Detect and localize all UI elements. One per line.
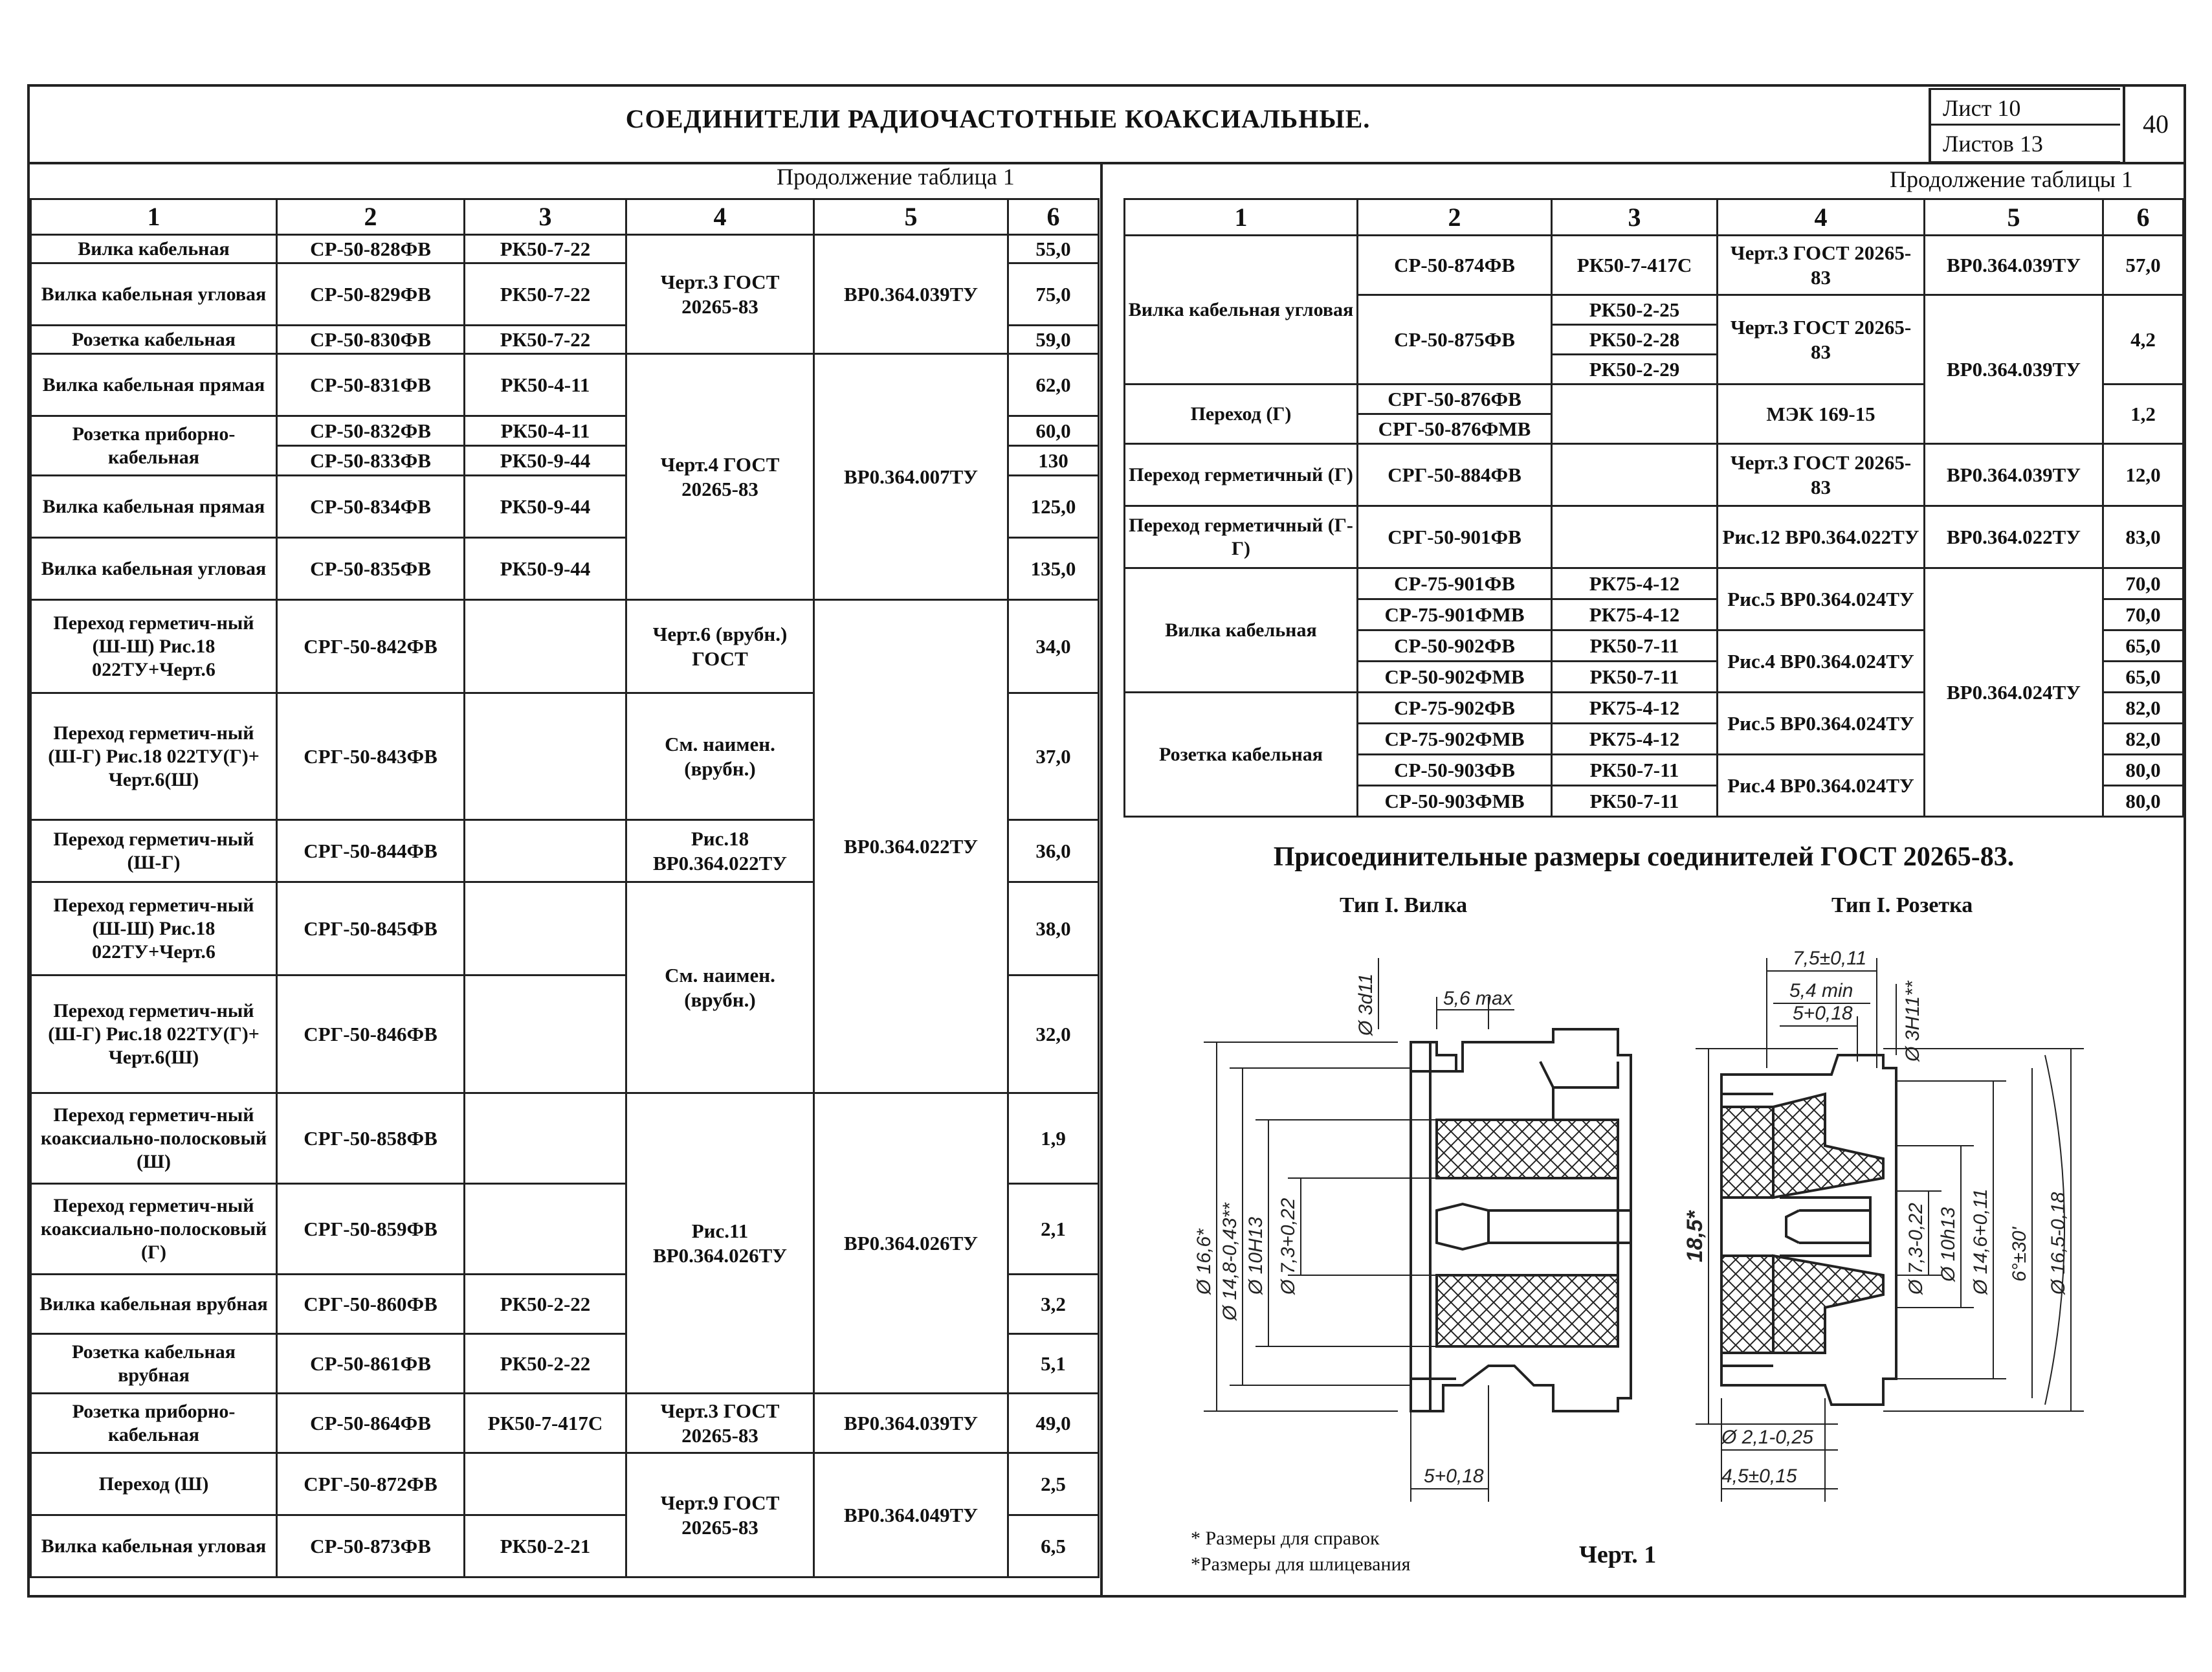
socket-drawing xyxy=(1721,1055,1896,1405)
dim-label: Ø 3H11** xyxy=(1902,981,1923,1062)
col-header: 3 xyxy=(1552,199,1718,236)
cell-spec: ВР0.364.022ТУ xyxy=(1925,506,2103,568)
col-header: 6 xyxy=(1008,199,1099,235)
cell-value: 34,0 xyxy=(1008,600,1099,693)
cell-drawing: Рис.18 ВР0.364.022ТУ xyxy=(626,820,814,882)
cell-value: 49,0 xyxy=(1008,1394,1099,1453)
cell-cable: РК50-7-11 xyxy=(1552,755,1718,786)
cell-cable: РК50-4-11 xyxy=(465,354,626,416)
right-table xyxy=(1123,198,2184,818)
cell-value: 75,0 xyxy=(1008,263,1099,326)
cell-drawing: См. наимен. (врубн.) xyxy=(626,693,814,820)
plug-label: Тип I. Вилка xyxy=(1340,893,1468,917)
cell-type: СР-50-833ФВ xyxy=(277,446,465,476)
cell-type: СР-50-861ФВ xyxy=(277,1334,465,1394)
dim-label: Ø 16,5-0,18 xyxy=(2048,1192,2069,1295)
cell-cable xyxy=(465,693,626,820)
dim-label: Ø 3d11 xyxy=(1355,973,1377,1036)
cell-name: Вилка кабельная угловая xyxy=(31,263,277,326)
cell-cable: РК75-4-12 xyxy=(1552,568,1718,599)
cell-cable xyxy=(465,882,626,975)
cell-name: Розетка приборно-кабельная xyxy=(31,1394,277,1453)
dim-label: Ø 10h13 xyxy=(1938,1207,1959,1282)
col-header: 2 xyxy=(277,199,465,235)
cell-cable xyxy=(465,1184,626,1275)
cell-type: СР-50-874ФВ xyxy=(1358,236,1552,295)
cell-name: Переход герметичный (Г) xyxy=(1125,444,1358,506)
dim-label: Ø 10H13 xyxy=(1245,1216,1266,1295)
table-row xyxy=(31,600,1099,693)
cell-type: СРГ-50-842ФВ xyxy=(277,600,465,693)
dim-label: Ø 7,3+0,22 xyxy=(1277,1198,1299,1295)
cell-drawing: Черт.6 (врубн.) ГОСТ xyxy=(626,600,814,693)
cell-spec: ВР0.364.007ТУ xyxy=(814,354,1008,600)
col-header: 1 xyxy=(31,199,277,235)
cell-spec: ВР0.364.026ТУ xyxy=(814,1093,1008,1394)
cell-name: Вилка кабельная врубная xyxy=(31,1275,277,1334)
cell-name: Вилка кабельная прямая xyxy=(31,476,277,538)
cell-name: Вилка кабельная xyxy=(31,235,277,263)
cell-cable xyxy=(465,975,626,1093)
cell-value: 55,0 xyxy=(1008,235,1099,263)
cell-type: СР-50-902ФМВ xyxy=(1358,662,1552,693)
right-table-caption: Продолжение таблицы 1 xyxy=(1890,166,2133,192)
cell-spec: ВР0.364.039ТУ xyxy=(1925,444,2103,506)
cell-spec: ВР0.364.039ТУ xyxy=(814,235,1008,354)
cell-type: СРГ-50-876ФМВ xyxy=(1358,414,1552,444)
socket-label: Тип I. Розетка xyxy=(1831,893,1973,917)
cell-value: 3,2 xyxy=(1008,1275,1099,1334)
col-header: 1 xyxy=(1125,199,1358,236)
cell-type: СР-50-828ФВ xyxy=(277,235,465,263)
cell-drawing: Черт.3 ГОСТ 20265-83 xyxy=(626,1394,814,1453)
cell-cable xyxy=(1552,444,1718,506)
cell-name: Переход герметичный (Г-Г) xyxy=(1125,506,1358,568)
cell-name: Переход герметич-ный (Ш-Ш) Рис.18 022ТУ+Черт.6 xyxy=(31,882,277,975)
cell-cable: РК50-9-44 xyxy=(465,446,626,476)
cell-cable xyxy=(465,1453,626,1515)
dim-label: 7,5±0,11 xyxy=(1793,948,1867,969)
cell-drawing: Рис.11 ВР0.364.026ТУ xyxy=(626,1093,814,1394)
drawing-caption: Черт. 1 xyxy=(1579,1541,1657,1568)
cell-name: Розетка кабельная xyxy=(1125,693,1358,817)
sheet-number: Лист 10 xyxy=(1929,88,2120,126)
drawing-title: Присоединительные размеры соединителей ГОСТ 20265-83. xyxy=(1273,842,2015,872)
cell-name: Переход герметич-ный (Ш-Г) Рис.18 022ТУ(Г)+ Черт.6(Ш) xyxy=(31,693,277,820)
dim-label: Ø 16,6* xyxy=(1193,1229,1215,1295)
cell-cable: РК75-4-12 xyxy=(1552,693,1718,724)
dim-label: Ø 14,6+0,11 xyxy=(1970,1188,1991,1295)
cell-cable: РК50-2-25 xyxy=(1552,295,1718,325)
cell-type: СР-75-901ФВ xyxy=(1358,568,1552,599)
cell-value: 82,0 xyxy=(2103,724,2184,755)
cell-value: 60,0 xyxy=(1008,416,1099,446)
cell-value: 37,0 xyxy=(1008,693,1099,820)
col-header: 4 xyxy=(1718,199,1925,236)
dim-label: 5,6 max xyxy=(1443,988,1512,1009)
cell-drawing: Черт.3 ГОСТ 20265-83 xyxy=(1718,236,1925,295)
cell-cable: РК50-9-44 xyxy=(465,538,626,600)
dim-label: 6°±30' xyxy=(2009,1227,2030,1282)
cell-cable: РК50-2-21 xyxy=(465,1515,626,1577)
cell-type: СРГ-50-884ФВ xyxy=(1358,444,1552,506)
document-header xyxy=(27,84,2186,164)
cell-type: СРГ-50-845ФВ xyxy=(277,882,465,975)
cell-cable: РК50-7-22 xyxy=(465,235,626,263)
col-header: 6 xyxy=(2103,199,2184,236)
cell-spec: ВР0.364.022ТУ xyxy=(814,600,1008,1093)
cell-value: 59,0 xyxy=(1008,326,1099,354)
cell-value: 1,2 xyxy=(2103,385,2184,444)
cell-cable: РК50-2-22 xyxy=(465,1334,626,1394)
cell-drawing: Рис.5 ВР0.364.024ТУ xyxy=(1718,693,1925,755)
cell-cable: РК50-2-29 xyxy=(1552,355,1718,385)
cell-type: СР-50-903ФМВ xyxy=(1358,786,1552,817)
cell-spec: ВР0.364.039ТУ xyxy=(1925,236,2103,295)
cell-drawing: Черт.3 ГОСТ 20265-83 xyxy=(626,235,814,354)
cell-cable: РК50-7-11 xyxy=(1552,630,1718,662)
cell-name: Вилка кабельная xyxy=(1125,568,1358,693)
col-header: 5 xyxy=(1925,199,2103,236)
table-row xyxy=(1125,568,2184,599)
cell-name: Переход герметич-ный коаксиально-полосковый (Ш) xyxy=(31,1093,277,1184)
cell-name: Вилка кабельная угловая xyxy=(31,538,277,600)
cell-drawing: Рис.4 ВР0.364.024ТУ xyxy=(1718,755,1925,817)
cell-value: 62,0 xyxy=(1008,354,1099,416)
cell-type: СР-50-829ФВ xyxy=(277,263,465,326)
dim-label: Ø 7,3-0,22 xyxy=(1905,1203,1927,1295)
cell-name: Переход герметич-ный коаксиально-полосковый (Г) xyxy=(31,1184,277,1275)
table-row xyxy=(31,1093,1099,1184)
cell-drawing: См. наимен. (врубн.) xyxy=(626,882,814,1093)
cell-cable: РК50-7-22 xyxy=(465,263,626,326)
cell-name: Переход (Ш) xyxy=(31,1453,277,1515)
cell-type: СР-50-831ФВ xyxy=(277,354,465,416)
table-row xyxy=(31,1453,1099,1515)
cell-type: СР-50-902ФВ xyxy=(1358,630,1552,662)
cell-type: СР-75-902ФВ xyxy=(1358,693,1552,724)
cell-name: Переход (Г) xyxy=(1125,385,1358,444)
dim-label: 5+0,18 xyxy=(1424,1466,1484,1487)
cell-drawing: Черт.9 ГОСТ 20265-83 xyxy=(626,1453,814,1577)
cell-name: Розетка кабельная xyxy=(31,326,277,354)
cell-value: 80,0 xyxy=(2103,786,2184,817)
cell-spec: ВР0.364.049ТУ xyxy=(814,1453,1008,1577)
connector-drawing xyxy=(1152,932,2181,1554)
cell-value: 4,2 xyxy=(2103,295,2184,385)
table-row xyxy=(1125,444,2184,506)
cell-cable: РК75-4-12 xyxy=(1552,599,1718,630)
cell-type: СРГ-50-859ФВ xyxy=(277,1184,465,1275)
cell-value: 65,0 xyxy=(2103,662,2184,693)
cell-cable xyxy=(1552,385,1718,444)
left-table-caption: Продолжение таблица 1 xyxy=(777,164,1015,190)
cell-cable xyxy=(465,1093,626,1184)
column-divider xyxy=(1100,164,1103,1598)
cell-value: 82,0 xyxy=(2103,693,2184,724)
plug-drawing xyxy=(1411,1029,1631,1411)
cell-cable: РК50-7-11 xyxy=(1552,786,1718,817)
cell-cable: РК50-7-11 xyxy=(1552,662,1718,693)
dim-label: 18,5* xyxy=(1683,1210,1707,1262)
cell-cable: РК50-2-22 xyxy=(465,1275,626,1334)
cell-cable: РК50-9-44 xyxy=(465,476,626,538)
table-row xyxy=(1125,236,2184,295)
cell-type: СРГ-50-901ФВ xyxy=(1358,506,1552,568)
cell-drawing: Черт.3 ГОСТ 20265-83 xyxy=(1718,444,1925,506)
cell-value: 5,1 xyxy=(1008,1334,1099,1394)
cell-type: СРГ-50-858ФВ xyxy=(277,1093,465,1184)
cell-name: Розетка приборно-кабельная xyxy=(31,416,277,476)
cell-cable xyxy=(465,820,626,882)
sheet-count: Листов 13 xyxy=(1929,126,2120,163)
cell-drawing: Черт.3 ГОСТ 20265-83 xyxy=(1718,295,1925,385)
cell-cable: РК50-4-11 xyxy=(465,416,626,446)
dim-label: Ø 14,8-0,43** xyxy=(1219,1203,1241,1321)
cell-drawing: Рис.5 ВР0.364.024ТУ xyxy=(1718,568,1925,630)
cell-type: СР-75-902ФМВ xyxy=(1358,724,1552,755)
cell-value: 1,9 xyxy=(1008,1093,1099,1184)
col-header: 2 xyxy=(1358,199,1552,236)
table-row xyxy=(31,1394,1099,1453)
table-row xyxy=(1125,506,2184,568)
cell-value: 80,0 xyxy=(2103,755,2184,786)
cell-cable: РК50-7-417С xyxy=(465,1394,626,1453)
cell-value: 125,0 xyxy=(1008,476,1099,538)
cell-value: 57,0 xyxy=(2103,236,2184,295)
cell-type: СР-50-830ФВ xyxy=(277,326,465,354)
cell-type: СРГ-50-843ФВ xyxy=(277,693,465,820)
page-number: 40 xyxy=(2123,84,2186,164)
cell-drawing: Черт.4 ГОСТ 20265-83 xyxy=(626,354,814,600)
cell-type: СР-50-873ФВ xyxy=(277,1515,465,1577)
dim-label: 5,4 min xyxy=(1789,980,1853,1001)
table-row xyxy=(31,354,1099,416)
cell-name: Переход герметич-ный (Ш-Ш) Рис.18 022ТУ+Черт.6 xyxy=(31,600,277,693)
cell-type: СР-50-903ФВ xyxy=(1358,755,1552,786)
col-header: 5 xyxy=(814,199,1008,235)
cell-name: Розетка кабельная врубная xyxy=(31,1334,277,1394)
cell-type: СРГ-50-844ФВ xyxy=(277,820,465,882)
cell-value: 32,0 xyxy=(1008,975,1099,1093)
left-table xyxy=(30,198,1100,1578)
cell-value: 70,0 xyxy=(2103,599,2184,630)
cell-type: СР-50-835ФВ xyxy=(277,538,465,600)
cell-cable: РК50-2-28 xyxy=(1552,325,1718,355)
col-header: 3 xyxy=(465,199,626,235)
cell-name: Вилка кабельная угловая xyxy=(1125,236,1358,385)
cell-value: 2,5 xyxy=(1008,1453,1099,1515)
cell-cable xyxy=(1552,506,1718,568)
cell-type: СР-50-832ФВ xyxy=(277,416,465,446)
cell-name: Переход герметич-ный (Ш-Г) Рис.18 022ТУ(Г)+ Черт.6(Ш) xyxy=(31,975,277,1093)
cell-name: Вилка кабельная угловая xyxy=(31,1515,277,1577)
cell-type: СР-75-901ФМВ xyxy=(1358,599,1552,630)
cell-type: СРГ-50-876ФВ xyxy=(1358,385,1552,414)
note-slotting: *Размеры для шлицевания xyxy=(1191,1554,1411,1575)
cell-type: СРГ-50-860ФВ xyxy=(277,1275,465,1334)
cell-type: СРГ-50-872ФВ xyxy=(277,1453,465,1515)
cell-spec: ВР0.364.039ТУ xyxy=(814,1394,1008,1453)
cell-drawing: Рис.4 ВР0.364.024ТУ xyxy=(1718,630,1925,693)
cell-name: Вилка кабельная прямая xyxy=(31,354,277,416)
cell-value: 65,0 xyxy=(2103,630,2184,662)
table-row xyxy=(31,235,1099,263)
cell-spec: ВР0.364.039ТУ xyxy=(1925,295,2103,444)
cell-value: 135,0 xyxy=(1008,538,1099,600)
cell-value: 6,5 xyxy=(1008,1515,1099,1577)
dim-label: 4,5±0,15 xyxy=(1721,1466,1797,1487)
cell-value: 130 xyxy=(1008,446,1099,476)
cell-value: 83,0 xyxy=(2103,506,2184,568)
cell-cable: РК75-4-12 xyxy=(1552,724,1718,755)
cell-drawing: МЭК 169-15 xyxy=(1718,385,1925,444)
dim-label: 5+0,18 xyxy=(1793,1003,1853,1024)
dim-label: Ø 2,1-0,25 xyxy=(1721,1427,1813,1448)
cell-name: Переход герметич-ный (Ш-Г) xyxy=(31,820,277,882)
cell-type: СРГ-50-846ФВ xyxy=(277,975,465,1093)
page-title: СОЕДИНИТЕЛИ РАДИОЧАСТОТНЫЕ КОАКСИАЛЬНЫЕ. xyxy=(625,104,1371,133)
cell-value: 12,0 xyxy=(2103,444,2184,506)
cell-drawing: Рис.12 ВР0.364.022ТУ xyxy=(1718,506,1925,568)
cell-value: 36,0 xyxy=(1008,820,1099,882)
cell-cable: РК50-7-417С xyxy=(1552,236,1718,295)
cell-cable: РК50-7-22 xyxy=(465,326,626,354)
cell-type: СР-50-834ФВ xyxy=(277,476,465,538)
note-reference: * Размеры для справок xyxy=(1191,1528,1380,1549)
cell-type: СР-50-875ФВ xyxy=(1358,295,1552,385)
cell-value: 70,0 xyxy=(2103,568,2184,599)
cell-spec: ВР0.364.024ТУ xyxy=(1925,568,2103,817)
cell-value: 38,0 xyxy=(1008,882,1099,975)
cell-value: 2,1 xyxy=(1008,1184,1099,1275)
cell-type: СР-50-864ФВ xyxy=(277,1394,465,1453)
cell-cable xyxy=(465,600,626,693)
col-header: 4 xyxy=(626,199,814,235)
sheet-info xyxy=(1929,84,2120,164)
